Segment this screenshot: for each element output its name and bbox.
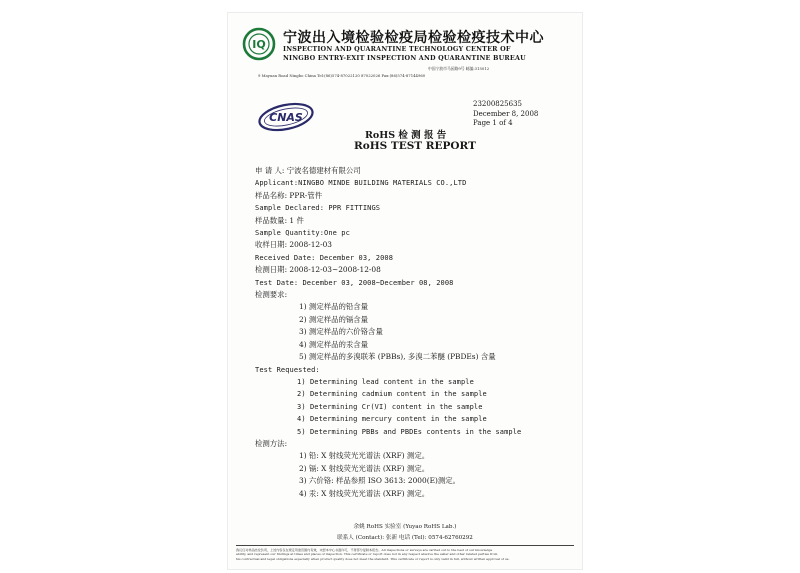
requirement-en-item: 5) Determining PBBs and PBDEs contents in the sample xyxy=(297,427,522,436)
applicant-en: Applicant:NINGBO MINDE BUILDING MATERIALS CO.,LTD xyxy=(255,179,467,188)
cnas-logo-icon xyxy=(256,99,316,135)
method-item: 1) 铅: X 射线荧光光谱法 (XRF) 测定。 xyxy=(299,451,430,461)
report-page xyxy=(228,13,582,569)
report-title-en: RoHS TEST REPORT xyxy=(354,140,476,152)
received-date-en: Received Date: December 03, 2008 xyxy=(255,253,394,262)
method-item: 2) 镉: X 射线荧光光谱法 (XRF) 测定。 xyxy=(299,463,430,473)
disclaimer-line: ability, and represent our findings at times and places of inspection. This certificate or report does not in any respect absolve the seller and other related parties from xyxy=(236,552,498,557)
report-number: 23200825635 xyxy=(473,100,522,108)
disclaimer-line: his contractual and legal obligations especially when product quality does not meet the standard. This certificate or report is only valid in full, without written approval of us. xyxy=(236,556,510,561)
footer-divider xyxy=(236,545,574,546)
header-en-line2: NINGBO ENTRY-EXIT INSPECTION AND QUARANTINE BUREAU xyxy=(283,54,526,62)
requirement-cn-item: 2) 测定样品的镉含量 xyxy=(299,314,369,324)
requirement-cn-item: 4) 测定样品的汞含量 xyxy=(299,339,369,349)
sample-name-cn: 样品名称: PPR-管件 xyxy=(255,190,323,200)
method-item: 3) 六价铬: 样品参照 ISO 3613: 2000(E)测定。 xyxy=(299,476,461,486)
requirements-heading-cn: 检测要求: xyxy=(255,290,288,300)
requirements-heading-en: Test Requested: xyxy=(255,365,320,374)
report-meta xyxy=(473,100,538,129)
header-cn-title: 宁波出入境检验检疫局检验检疫技术中心 xyxy=(283,30,544,46)
report-page-number: Page 1 of 4 xyxy=(473,119,513,127)
sample-declared: Sample Declared: PPR FITTINGS xyxy=(255,204,381,213)
ciq-logo-icon xyxy=(242,27,276,61)
requirement-en-item: 4) Determining mercury content in the sample xyxy=(297,415,487,424)
requirement-cn-item: 1) 测定样品的铅含量 xyxy=(299,302,369,312)
requirement-en-item: 3) Determining Cr(VI) content in the sample xyxy=(297,402,483,411)
test-date-en: Test Date: December 03, 2008~December 08, 2008 xyxy=(255,278,454,287)
lab-name: 余姚 RoHS 实验室 (Yuyao RoHS Lab.) xyxy=(353,524,457,530)
requirement-cn-item: 3) 测定样品的六价铬含量 xyxy=(299,327,383,337)
report-date: December 8, 2008 xyxy=(473,109,539,118)
header-address-en: 9 Mayuan Road Ningbo China Tel:(86)574-87022120 87022026 Fax:(86)574-87144960 xyxy=(258,73,426,78)
applicant-cn: 申 请 人: 宁波名德建材有限公司 xyxy=(255,166,361,175)
sample-quantity-cn: 样品数量: 1 件 xyxy=(255,215,304,225)
sample-quantity-en: Sample Quantity:One pc xyxy=(255,229,350,238)
lab-contact: 联系人 (Contact): 张新 电话 (Tel): 0574-62760292 xyxy=(337,535,473,541)
methods-heading-cn: 检测方法: xyxy=(255,438,288,448)
footer-disclaimer xyxy=(236,548,574,568)
disclaimer-line: 我们仅对样品结论负责，上述内容仅在规定用途范围内有效，未经本中心书面许可，不得部分复制本报告。All inspections or surveys are carried out to the best of our knowledge xyxy=(236,548,493,552)
requirement-cn-item: 5) 测定样品的多溴联苯 (PBBs), 多溴二苯醚 (PBDEs) 含量 xyxy=(299,352,496,362)
received-date-cn: 收样日期: 2008-12-03 xyxy=(255,240,333,250)
report-title-cn: RoHS 检 测 报 告 xyxy=(365,130,447,141)
method-item: 4) 汞: X 射线荧光光谱法 (XRF) 测定。 xyxy=(299,488,430,498)
header-en-line1: INSPECTION AND QUARANTINE TECHNOLOGY CENTER OF xyxy=(283,45,511,53)
header-address-cn: 中国宁波市马园路9号 邮编:315012 xyxy=(428,66,490,71)
svg-text:IQ: IQ xyxy=(252,38,266,51)
svg-text:CNAS: CNAS xyxy=(269,111,303,124)
requirement-en-item: 2) Determining cadmium content in the sample xyxy=(297,390,487,399)
test-date-cn: 检测日期: 2008-12-03~2008-12-08 xyxy=(255,265,381,275)
report-body xyxy=(255,165,521,500)
requirement-en-item: 1) Determining lead content in the sample xyxy=(297,377,474,386)
